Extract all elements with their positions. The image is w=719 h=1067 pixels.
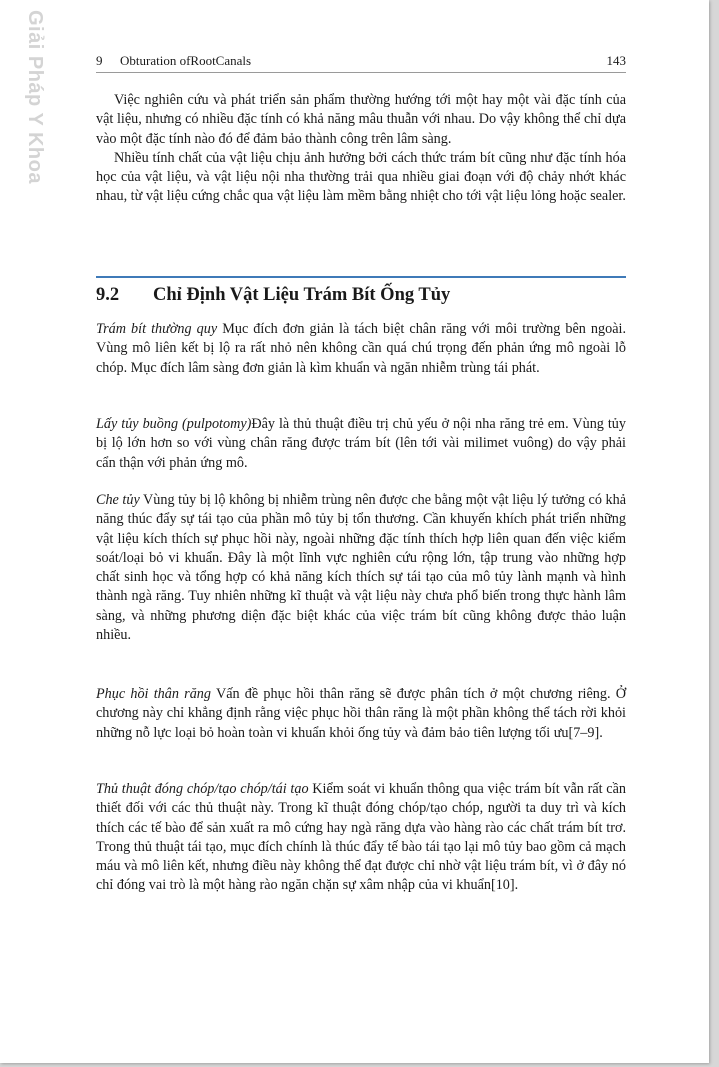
section-number: 9.2 — [96, 285, 120, 305]
paragraph-lead: Phục hồi thân răng — [96, 686, 211, 702]
section-heading — [96, 282, 626, 308]
paragraph-text: Vùng tủy bị lộ không bị nhiễm trùng nên được che bằng một vật liệu lý tưởng có khả năng thúc đẩy sự tái tạo của phần mô tủy bị tổn thương. Cần khuyến khích phát triển những vật liệu kích thích sự phục hồi này, ngoài những đặc tính thích hợp liên quan đến việc kiểm soát/loại bỏ vi khuẩn. Đây là một lĩnh vực nghiên cứu rộng lớn, tập trung vào những hợp chất sinh học và tổng hợp có khả năng kích thích sự tái tạo của mô tủy lành mạnh và hình thành ngà răng. Tuy nhiên những kĩ thuật và vật liệu này chưa phổ biến trong thực hành lâm sàng, và những phương diện đặc biệt khác của việc trám bít cũng không được thảo luận nhiều. — [96, 492, 626, 644]
paragraph-lead: Che tủy — [96, 492, 140, 508]
section-title: Chỉ Định Vật Liệu Trám Bít Ống Tủy — [153, 285, 451, 305]
chapter-title: Obturation ofRootCanals — [120, 53, 252, 68]
paragraph-pulpotomy — [96, 415, 626, 473]
page-number: 143 — [606, 53, 626, 68]
paragraph-lead: Lấy tủy buồng (pulpotomy) — [96, 416, 252, 432]
paragraph-text: Đây là thủ thuật điều trị chủ yếu ở nội nha răng trẻ em. Vùng tủy bị lộ lớn hơn so với vùng chân răng được trám bít (lên tới vài milimet vuông) do vậy phải cẩn thận với phản ứng mô. — [96, 416, 626, 471]
paragraph-routine-obturation — [96, 320, 626, 378]
paragraph-crown-restoration — [96, 685, 626, 743]
paragraph-apexification — [96, 780, 626, 896]
intro-text — [96, 91, 626, 207]
paragraph-text: Kiểm soát vi khuẩn thông qua việc trám bít vẫn rất cần thiết đối với các thủ thuật này. Trong kĩ thuật đóng chóp/tạo chóp, người ta duy trì và kích thích các tế bào để sản xuất ra mô cứng hay ngà răng dựa vào hàng rào các chất trám bít trơ. Trong thủ thuật tái tạo, mục đích chính là thúc đẩy tế bào tái tạo lại mô tủy bao gồm cả mạch máu và mô liên kết, nhưng điều này không thể đạt được chỉ nhờ vật liệu trám bít, vì ở đây nó chỉ đóng vai trò là một hàng rào ngăn chặn sự xâm nhập của vi khuẩn[10]. — [96, 781, 626, 894]
intro-paragraph: Nhiều tính chất của vật liệu chịu ảnh hưởng bởi cách thức trám bít cũng như đặc tính hóa học của vật liệu, và vật liệu nội nha thường trải qua nhiều giai đoạn với độ chảy nhớt khác nhau, từ vật liệu cứng chắc qua vật liệu làm mềm bằng nhiệt cho tới vật liệu lỏng hoặc sealer. — [96, 149, 626, 205]
header-rule — [96, 72, 626, 73]
paragraph-text: Vấn đề phục hồi thân răng sẽ được phân tích ở một chương riêng. Ở chương này chỉ khẳng định rằng việc phục hồi thân răng là một phần không thể tách rời khỏi những nỗ lực loại bỏ hoàn toàn vi khuẩn khỏi ống tủy và đảm bảo tiên lượng tối ưu[7–9]. — [96, 686, 626, 741]
paragraph-lead: Thủ thuật đóng chóp/tạo chóp/tái tạo — [96, 781, 309, 797]
watermark: Giải Pháp Y Khoa — [24, 10, 46, 184]
paragraph-text: Mục đích đơn giản là tách biệt chân răng với môi trường bên ngoài. Vùng mô liên kết bị lộ ra rất nhỏ nên không cần quá chú trọng đến phản ứng mô ngoài lỗ chóp. Mục đích lâm sàng đơn giản là kìm khuẩn và ngăn nhiễm trùng tái phát. — [96, 321, 626, 376]
section-rule — [96, 276, 626, 278]
paragraph-lead: Trám bít thường quy — [96, 321, 218, 337]
chapter-number: 9 — [96, 53, 103, 68]
intro-paragraph: Việc nghiên cứu và phát triển sản phẩm thường hướng tới một hay một vài đặc tính của vật liệu, nhưng có nhiều đặc tính có khả năng mâu thuẫn với nhau. Do vậy không thể chỉ dựa vào một đặc tính nào đó để đảm bảo thành công trên lâm sàng. — [96, 92, 626, 147]
paragraph-pulp-capping — [96, 491, 626, 645]
